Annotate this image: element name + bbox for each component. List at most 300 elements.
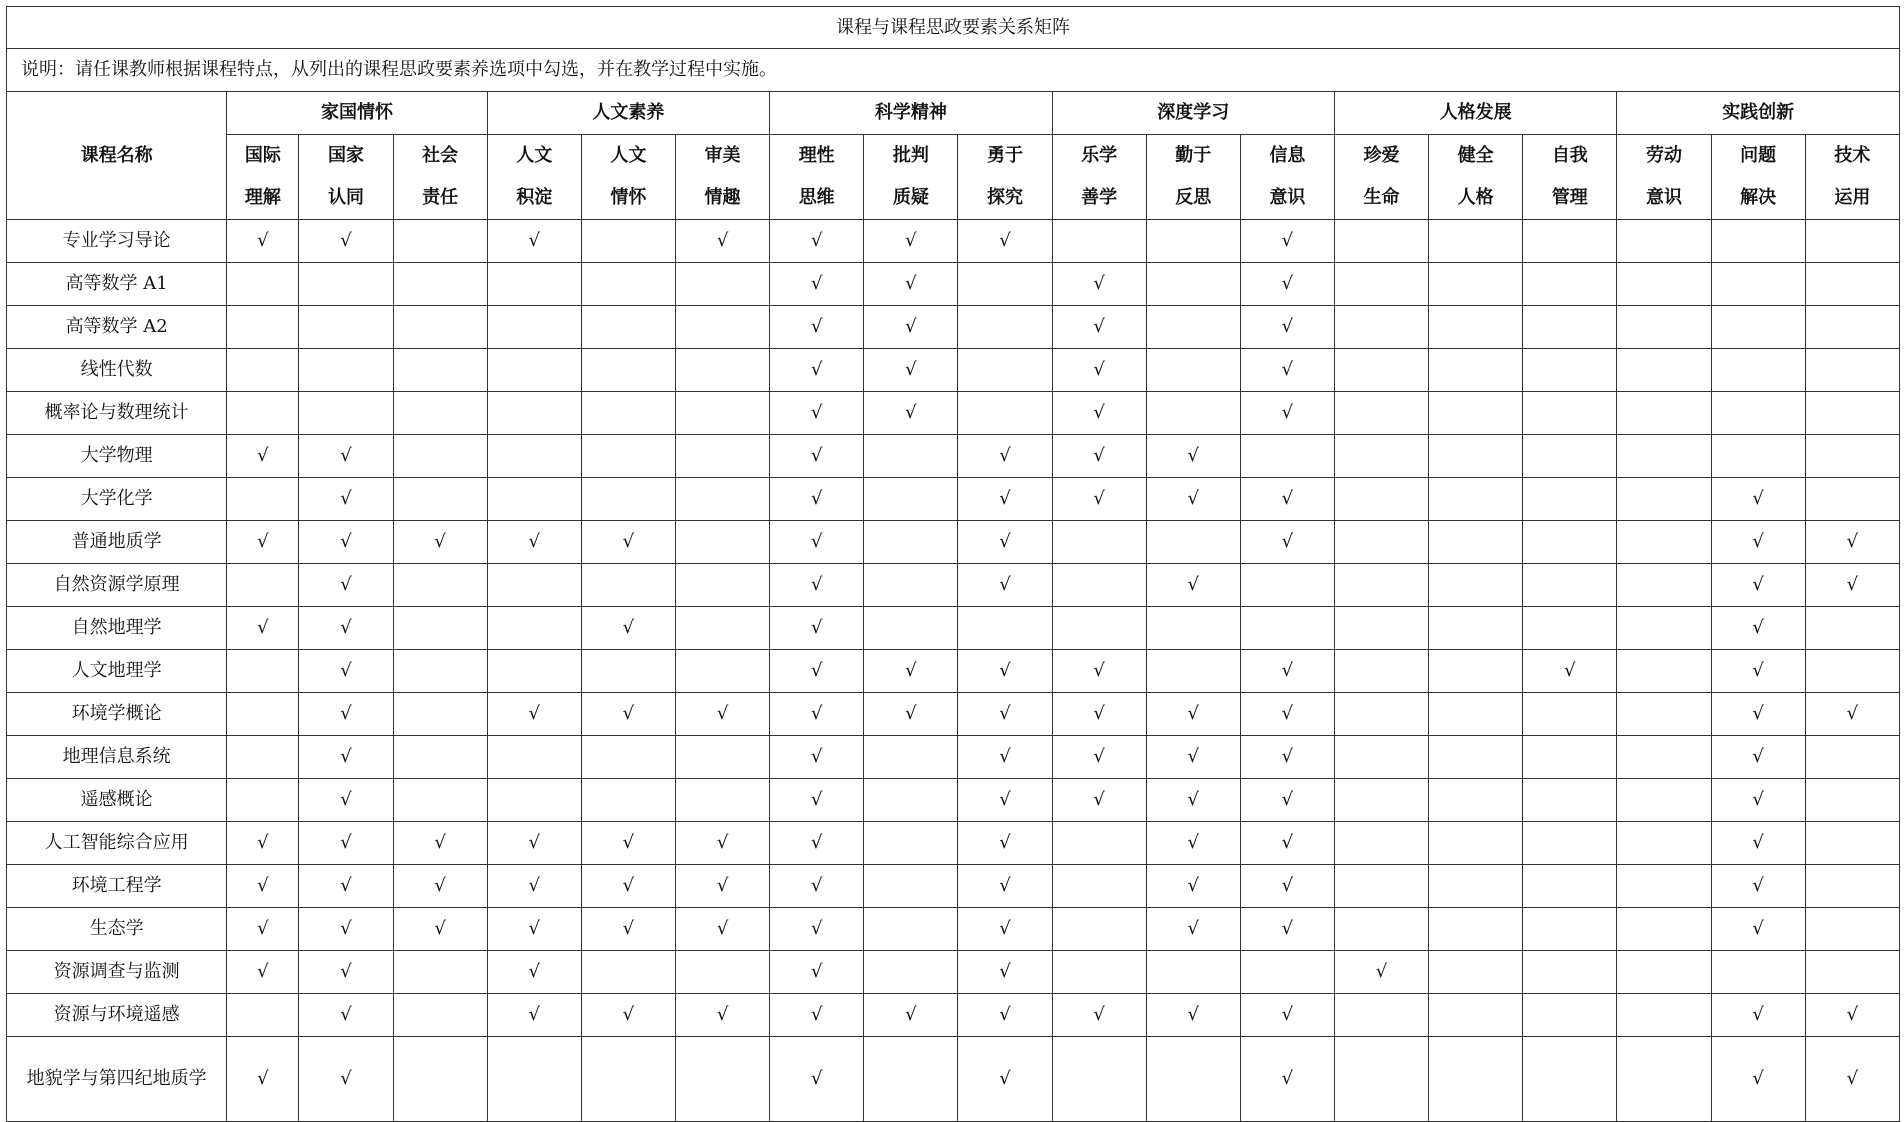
empty-cell[interactable] <box>1429 263 1523 306</box>
empty-cell[interactable] <box>1523 478 1617 521</box>
empty-cell[interactable] <box>299 263 393 306</box>
empty-cell[interactable] <box>1334 1037 1428 1122</box>
check-mark-cell[interactable]: √ <box>581 865 675 908</box>
check-mark-cell[interactable]: √ <box>1711 1037 1805 1122</box>
empty-cell[interactable] <box>1334 564 1428 607</box>
check-mark-cell[interactable]: √ <box>770 521 864 564</box>
empty-cell[interactable] <box>1617 994 1711 1037</box>
empty-cell[interactable] <box>487 650 581 693</box>
empty-cell[interactable] <box>1429 693 1523 736</box>
check-mark-cell[interactable]: √ <box>1711 564 1805 607</box>
empty-cell[interactable] <box>1052 564 1146 607</box>
empty-cell[interactable] <box>1805 349 1899 392</box>
empty-cell[interactable] <box>864 779 958 822</box>
empty-cell[interactable] <box>1617 306 1711 349</box>
empty-cell[interactable] <box>393 951 487 994</box>
check-mark-cell[interactable]: √ <box>864 263 958 306</box>
check-mark-cell[interactable]: √ <box>299 951 393 994</box>
check-mark-cell[interactable]: √ <box>1240 1037 1334 1122</box>
empty-cell[interactable] <box>1711 392 1805 435</box>
check-mark-cell[interactable]: √ <box>227 1037 299 1122</box>
empty-cell[interactable] <box>393 306 487 349</box>
check-mark-cell[interactable]: √ <box>958 693 1052 736</box>
check-mark-cell[interactable]: √ <box>227 822 299 865</box>
check-mark-cell[interactable]: √ <box>393 822 487 865</box>
empty-cell[interactable] <box>1429 779 1523 822</box>
check-mark-cell[interactable]: √ <box>1805 994 1899 1037</box>
check-mark-cell[interactable]: √ <box>299 435 393 478</box>
check-mark-cell[interactable]: √ <box>958 220 1052 263</box>
check-mark-cell[interactable]: √ <box>770 908 864 951</box>
empty-cell[interactable] <box>958 349 1052 392</box>
empty-cell[interactable] <box>1429 478 1523 521</box>
empty-cell[interactable] <box>1429 349 1523 392</box>
empty-cell[interactable] <box>1334 736 1428 779</box>
check-mark-cell[interactable]: √ <box>1052 994 1146 1037</box>
check-mark-cell[interactable]: √ <box>770 306 864 349</box>
empty-cell[interactable] <box>1429 306 1523 349</box>
empty-cell[interactable] <box>864 1037 958 1122</box>
empty-cell[interactable] <box>1711 951 1805 994</box>
check-mark-cell[interactable]: √ <box>1240 521 1334 564</box>
empty-cell[interactable] <box>581 435 675 478</box>
check-mark-cell[interactable]: √ <box>1052 392 1146 435</box>
empty-cell[interactable] <box>393 693 487 736</box>
check-mark-cell[interactable]: √ <box>958 435 1052 478</box>
check-mark-cell[interactable]: √ <box>675 693 769 736</box>
empty-cell[interactable] <box>393 650 487 693</box>
empty-cell[interactable] <box>675 478 769 521</box>
check-mark-cell[interactable]: √ <box>299 650 393 693</box>
check-mark-cell[interactable]: √ <box>581 822 675 865</box>
empty-cell[interactable] <box>1429 607 1523 650</box>
empty-cell[interactable] <box>864 564 958 607</box>
check-mark-cell[interactable]: √ <box>864 220 958 263</box>
empty-cell[interactable] <box>393 435 487 478</box>
empty-cell[interactable] <box>393 349 487 392</box>
empty-cell[interactable] <box>1805 607 1899 650</box>
empty-cell[interactable] <box>1146 220 1240 263</box>
empty-cell[interactable] <box>487 392 581 435</box>
check-mark-cell[interactable]: √ <box>770 392 864 435</box>
empty-cell[interactable] <box>1334 220 1428 263</box>
check-mark-cell[interactable]: √ <box>770 693 864 736</box>
check-mark-cell[interactable]: √ <box>1240 736 1334 779</box>
empty-cell[interactable] <box>1334 392 1428 435</box>
check-mark-cell[interactable]: √ <box>958 1037 1052 1122</box>
empty-cell[interactable] <box>1052 908 1146 951</box>
empty-cell[interactable] <box>1429 392 1523 435</box>
check-mark-cell[interactable]: √ <box>487 693 581 736</box>
check-mark-cell[interactable]: √ <box>675 822 769 865</box>
empty-cell[interactable] <box>675 564 769 607</box>
empty-cell[interactable] <box>1240 607 1334 650</box>
empty-cell[interactable] <box>1429 1037 1523 1122</box>
check-mark-cell[interactable]: √ <box>227 607 299 650</box>
empty-cell[interactable] <box>227 994 299 1037</box>
check-mark-cell[interactable]: √ <box>227 220 299 263</box>
empty-cell[interactable] <box>1617 693 1711 736</box>
empty-cell[interactable] <box>581 650 675 693</box>
empty-cell[interactable] <box>864 951 958 994</box>
check-mark-cell[interactable]: √ <box>1711 521 1805 564</box>
check-mark-cell[interactable]: √ <box>770 607 864 650</box>
empty-cell[interactable] <box>1523 1037 1617 1122</box>
empty-cell[interactable] <box>864 478 958 521</box>
empty-cell[interactable] <box>227 306 299 349</box>
check-mark-cell[interactable]: √ <box>958 951 1052 994</box>
check-mark-cell[interactable]: √ <box>487 220 581 263</box>
empty-cell[interactable] <box>1146 951 1240 994</box>
empty-cell[interactable] <box>393 994 487 1037</box>
empty-cell[interactable] <box>1334 263 1428 306</box>
check-mark-cell[interactable]: √ <box>1052 349 1146 392</box>
empty-cell[interactable] <box>1429 435 1523 478</box>
empty-cell[interactable] <box>675 650 769 693</box>
check-mark-cell[interactable]: √ <box>227 521 299 564</box>
empty-cell[interactable] <box>393 478 487 521</box>
empty-cell[interactable] <box>675 779 769 822</box>
check-mark-cell[interactable]: √ <box>958 908 1052 951</box>
empty-cell[interactable] <box>1334 908 1428 951</box>
empty-cell[interactable] <box>1617 478 1711 521</box>
empty-cell[interactable] <box>1617 607 1711 650</box>
empty-cell[interactable] <box>227 693 299 736</box>
empty-cell[interactable] <box>1805 392 1899 435</box>
empty-cell[interactable] <box>1146 349 1240 392</box>
empty-cell[interactable] <box>864 822 958 865</box>
check-mark-cell[interactable]: √ <box>958 478 1052 521</box>
check-mark-cell[interactable]: √ <box>770 994 864 1037</box>
empty-cell[interactable] <box>675 736 769 779</box>
empty-cell[interactable] <box>1523 435 1617 478</box>
empty-cell[interactable] <box>1617 865 1711 908</box>
empty-cell[interactable] <box>1429 564 1523 607</box>
empty-cell[interactable] <box>1617 220 1711 263</box>
empty-cell[interactable] <box>1617 951 1711 994</box>
empty-cell[interactable] <box>581 220 675 263</box>
empty-cell[interactable] <box>1805 220 1899 263</box>
empty-cell[interactable] <box>1429 521 1523 564</box>
check-mark-cell[interactable]: √ <box>299 779 393 822</box>
empty-cell[interactable] <box>487 263 581 306</box>
check-mark-cell[interactable]: √ <box>770 951 864 994</box>
check-mark-cell[interactable]: √ <box>958 822 1052 865</box>
empty-cell[interactable] <box>1617 736 1711 779</box>
empty-cell[interactable] <box>581 736 675 779</box>
check-mark-cell[interactable]: √ <box>487 994 581 1037</box>
empty-cell[interactable] <box>581 779 675 822</box>
empty-cell[interactable] <box>1334 779 1428 822</box>
check-mark-cell[interactable]: √ <box>1240 220 1334 263</box>
empty-cell[interactable] <box>1429 865 1523 908</box>
empty-cell[interactable] <box>864 908 958 951</box>
empty-cell[interactable] <box>1146 521 1240 564</box>
empty-cell[interactable] <box>393 263 487 306</box>
empty-cell[interactable] <box>1805 779 1899 822</box>
empty-cell[interactable] <box>1617 435 1711 478</box>
empty-cell[interactable] <box>227 263 299 306</box>
check-mark-cell[interactable]: √ <box>1240 349 1334 392</box>
check-mark-cell[interactable]: √ <box>1052 736 1146 779</box>
empty-cell[interactable] <box>299 392 393 435</box>
check-mark-cell[interactable]: √ <box>1240 994 1334 1037</box>
empty-cell[interactable] <box>581 564 675 607</box>
empty-cell[interactable] <box>1146 607 1240 650</box>
empty-cell[interactable] <box>1429 951 1523 994</box>
empty-cell[interactable] <box>1052 1037 1146 1122</box>
check-mark-cell[interactable]: √ <box>581 994 675 1037</box>
check-mark-cell[interactable]: √ <box>299 521 393 564</box>
empty-cell[interactable] <box>1523 822 1617 865</box>
check-mark-cell[interactable]: √ <box>1711 865 1805 908</box>
empty-cell[interactable] <box>581 263 675 306</box>
check-mark-cell[interactable]: √ <box>675 865 769 908</box>
empty-cell[interactable] <box>958 263 1052 306</box>
empty-cell[interactable] <box>675 392 769 435</box>
check-mark-cell[interactable]: √ <box>1052 779 1146 822</box>
check-mark-cell[interactable]: √ <box>675 994 769 1037</box>
check-mark-cell[interactable]: √ <box>1240 822 1334 865</box>
empty-cell[interactable] <box>487 349 581 392</box>
empty-cell[interactable] <box>1334 650 1428 693</box>
empty-cell[interactable] <box>1805 478 1899 521</box>
check-mark-cell[interactable]: √ <box>1240 865 1334 908</box>
empty-cell[interactable] <box>1617 650 1711 693</box>
empty-cell[interactable] <box>1429 822 1523 865</box>
empty-cell[interactable] <box>1523 220 1617 263</box>
check-mark-cell[interactable]: √ <box>864 994 958 1037</box>
empty-cell[interactable] <box>227 349 299 392</box>
empty-cell[interactable] <box>1523 263 1617 306</box>
check-mark-cell[interactable]: √ <box>1146 736 1240 779</box>
empty-cell[interactable] <box>1523 951 1617 994</box>
check-mark-cell[interactable]: √ <box>581 908 675 951</box>
empty-cell[interactable] <box>1523 779 1617 822</box>
empty-cell[interactable] <box>299 349 393 392</box>
check-mark-cell[interactable]: √ <box>1805 521 1899 564</box>
empty-cell[interactable] <box>864 607 958 650</box>
check-mark-cell[interactable]: √ <box>1334 951 1428 994</box>
empty-cell[interactable] <box>864 435 958 478</box>
check-mark-cell[interactable]: √ <box>299 564 393 607</box>
empty-cell[interactable] <box>675 1037 769 1122</box>
empty-cell[interactable] <box>675 435 769 478</box>
empty-cell[interactable] <box>958 607 1052 650</box>
empty-cell[interactable] <box>1617 908 1711 951</box>
check-mark-cell[interactable]: √ <box>1146 564 1240 607</box>
empty-cell[interactable] <box>227 564 299 607</box>
check-mark-cell[interactable]: √ <box>227 865 299 908</box>
empty-cell[interactable] <box>1334 994 1428 1037</box>
empty-cell[interactable] <box>958 306 1052 349</box>
check-mark-cell[interactable]: √ <box>581 607 675 650</box>
empty-cell[interactable] <box>1240 564 1334 607</box>
empty-cell[interactable] <box>1617 779 1711 822</box>
check-mark-cell[interactable]: √ <box>1711 908 1805 951</box>
check-mark-cell[interactable]: √ <box>227 435 299 478</box>
empty-cell[interactable] <box>1523 994 1617 1037</box>
check-mark-cell[interactable]: √ <box>770 736 864 779</box>
check-mark-cell[interactable]: √ <box>770 564 864 607</box>
check-mark-cell[interactable]: √ <box>675 908 769 951</box>
check-mark-cell[interactable]: √ <box>227 951 299 994</box>
empty-cell[interactable] <box>675 306 769 349</box>
check-mark-cell[interactable]: √ <box>1711 693 1805 736</box>
empty-cell[interactable] <box>1523 865 1617 908</box>
empty-cell[interactable] <box>1334 607 1428 650</box>
check-mark-cell[interactable]: √ <box>770 349 864 392</box>
check-mark-cell[interactable]: √ <box>299 908 393 951</box>
empty-cell[interactable] <box>1523 521 1617 564</box>
check-mark-cell[interactable]: √ <box>299 1037 393 1122</box>
empty-cell[interactable] <box>393 779 487 822</box>
empty-cell[interactable] <box>1523 306 1617 349</box>
empty-cell[interactable] <box>1805 263 1899 306</box>
empty-cell[interactable] <box>1805 435 1899 478</box>
check-mark-cell[interactable]: √ <box>487 865 581 908</box>
check-mark-cell[interactable]: √ <box>675 220 769 263</box>
empty-cell[interactable] <box>487 564 581 607</box>
empty-cell[interactable] <box>487 779 581 822</box>
empty-cell[interactable] <box>1334 478 1428 521</box>
empty-cell[interactable] <box>1334 521 1428 564</box>
empty-cell[interactable] <box>1711 306 1805 349</box>
check-mark-cell[interactable]: √ <box>1146 908 1240 951</box>
check-mark-cell[interactable]: √ <box>958 779 1052 822</box>
check-mark-cell[interactable]: √ <box>1523 650 1617 693</box>
empty-cell[interactable] <box>393 392 487 435</box>
empty-cell[interactable] <box>393 220 487 263</box>
empty-cell[interactable] <box>1711 435 1805 478</box>
empty-cell[interactable] <box>1240 435 1334 478</box>
empty-cell[interactable] <box>1805 306 1899 349</box>
empty-cell[interactable] <box>1334 435 1428 478</box>
empty-cell[interactable] <box>1334 349 1428 392</box>
check-mark-cell[interactable]: √ <box>1146 478 1240 521</box>
check-mark-cell[interactable]: √ <box>299 736 393 779</box>
check-mark-cell[interactable]: √ <box>393 908 487 951</box>
empty-cell[interactable] <box>487 306 581 349</box>
empty-cell[interactable] <box>1805 650 1899 693</box>
empty-cell[interactable] <box>1523 607 1617 650</box>
empty-cell[interactable] <box>1523 349 1617 392</box>
check-mark-cell[interactable]: √ <box>487 822 581 865</box>
check-mark-cell[interactable]: √ <box>1240 478 1334 521</box>
empty-cell[interactable] <box>1429 994 1523 1037</box>
empty-cell[interactable] <box>1805 822 1899 865</box>
check-mark-cell[interactable]: √ <box>1240 392 1334 435</box>
empty-cell[interactable] <box>1617 1037 1711 1122</box>
empty-cell[interactable] <box>1146 392 1240 435</box>
empty-cell[interactable] <box>1617 349 1711 392</box>
empty-cell[interactable] <box>1523 392 1617 435</box>
empty-cell[interactable] <box>1523 564 1617 607</box>
empty-cell[interactable] <box>1052 521 1146 564</box>
check-mark-cell[interactable]: √ <box>1146 822 1240 865</box>
check-mark-cell[interactable]: √ <box>1052 478 1146 521</box>
empty-cell[interactable] <box>581 951 675 994</box>
empty-cell[interactable] <box>393 736 487 779</box>
check-mark-cell[interactable]: √ <box>299 607 393 650</box>
check-mark-cell[interactable]: √ <box>299 478 393 521</box>
empty-cell[interactable] <box>1052 865 1146 908</box>
empty-cell[interactable] <box>581 1037 675 1122</box>
check-mark-cell[interactable]: √ <box>1146 865 1240 908</box>
empty-cell[interactable] <box>581 306 675 349</box>
check-mark-cell[interactable]: √ <box>1711 736 1805 779</box>
empty-cell[interactable] <box>1805 951 1899 994</box>
empty-cell[interactable] <box>675 263 769 306</box>
empty-cell[interactable] <box>864 865 958 908</box>
empty-cell[interactable] <box>299 306 393 349</box>
check-mark-cell[interactable]: √ <box>1146 779 1240 822</box>
empty-cell[interactable] <box>227 478 299 521</box>
check-mark-cell[interactable]: √ <box>958 521 1052 564</box>
check-mark-cell[interactable]: √ <box>581 693 675 736</box>
empty-cell[interactable] <box>1429 908 1523 951</box>
empty-cell[interactable] <box>393 564 487 607</box>
check-mark-cell[interactable]: √ <box>487 951 581 994</box>
check-mark-cell[interactable]: √ <box>1052 306 1146 349</box>
empty-cell[interactable] <box>227 736 299 779</box>
empty-cell[interactable] <box>227 779 299 822</box>
check-mark-cell[interactable]: √ <box>581 521 675 564</box>
empty-cell[interactable] <box>487 1037 581 1122</box>
empty-cell[interactable] <box>581 349 675 392</box>
check-mark-cell[interactable]: √ <box>958 564 1052 607</box>
empty-cell[interactable] <box>227 392 299 435</box>
check-mark-cell[interactable]: √ <box>1805 693 1899 736</box>
empty-cell[interactable] <box>1523 736 1617 779</box>
empty-cell[interactable] <box>393 607 487 650</box>
check-mark-cell[interactable]: √ <box>770 779 864 822</box>
empty-cell[interactable] <box>1617 392 1711 435</box>
empty-cell[interactable] <box>1146 263 1240 306</box>
empty-cell[interactable] <box>1052 822 1146 865</box>
check-mark-cell[interactable]: √ <box>1052 693 1146 736</box>
empty-cell[interactable] <box>1805 908 1899 951</box>
check-mark-cell[interactable]: √ <box>299 220 393 263</box>
empty-cell[interactable] <box>1334 693 1428 736</box>
check-mark-cell[interactable]: √ <box>864 392 958 435</box>
check-mark-cell[interactable]: √ <box>299 865 393 908</box>
check-mark-cell[interactable]: √ <box>1711 822 1805 865</box>
empty-cell[interactable] <box>1617 564 1711 607</box>
empty-cell[interactable] <box>1052 220 1146 263</box>
check-mark-cell[interactable]: √ <box>1711 607 1805 650</box>
empty-cell[interactable] <box>864 521 958 564</box>
check-mark-cell[interactable]: √ <box>864 693 958 736</box>
empty-cell[interactable] <box>1146 1037 1240 1122</box>
check-mark-cell[interactable]: √ <box>1052 263 1146 306</box>
empty-cell[interactable] <box>1711 349 1805 392</box>
empty-cell[interactable] <box>1805 736 1899 779</box>
check-mark-cell[interactable]: √ <box>864 650 958 693</box>
check-mark-cell[interactable]: √ <box>393 865 487 908</box>
check-mark-cell[interactable]: √ <box>958 994 1052 1037</box>
check-mark-cell[interactable]: √ <box>1052 650 1146 693</box>
empty-cell[interactable] <box>1429 736 1523 779</box>
check-mark-cell[interactable]: √ <box>1805 564 1899 607</box>
empty-cell[interactable] <box>393 1037 487 1122</box>
empty-cell[interactable] <box>1146 306 1240 349</box>
empty-cell[interactable] <box>1523 908 1617 951</box>
check-mark-cell[interactable]: √ <box>1052 435 1146 478</box>
empty-cell[interactable] <box>1052 951 1146 994</box>
check-mark-cell[interactable]: √ <box>227 908 299 951</box>
check-mark-cell[interactable]: √ <box>1146 994 1240 1037</box>
